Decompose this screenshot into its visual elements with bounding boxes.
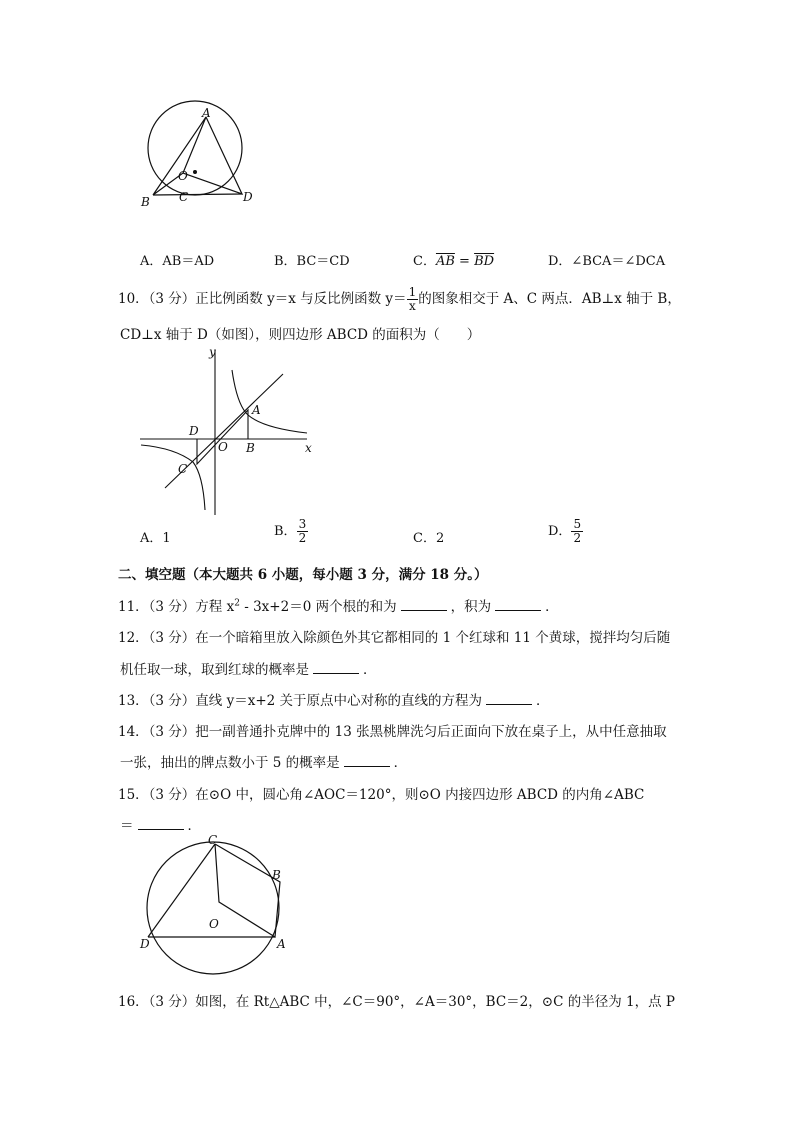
q15-line1: 15．（3 分）在⊙O 中，圆心角∠AOC＝120°，则⊙O 内接四边形 ABCD 的内角∠ABC <box>118 787 645 803</box>
q15-blank <box>138 828 184 830</box>
q15-label-o: O <box>209 917 219 931</box>
q11-blank-sum <box>401 609 447 611</box>
q16-line1: 16．（3 分）如图，在 Rt△ABC 中，∠C＝90°，∠A＝30°，BC＝2，⊙C 的半径为 1，点 P <box>118 994 675 1010</box>
q10-label-y: y <box>209 345 216 359</box>
q10-label-o: O <box>218 440 228 454</box>
q15-circle-figure <box>135 832 305 982</box>
q9-choice-b: B．BC＝CD <box>274 254 350 269</box>
q10-choice-c: C．2 <box>413 531 445 546</box>
q9-choice-a: A．AB＝AD <box>140 254 215 269</box>
q15-label-d: D <box>140 937 150 951</box>
q12-line2: 机任取一球，取到红球的概率是 ． <box>120 662 377 678</box>
q9-circle-figure <box>135 100 265 210</box>
q11-blank-product <box>495 609 541 611</box>
q10-line2: CD⊥x 轴于 D（如图），则四边形 ABCD 的面积为（ ） <box>120 327 481 343</box>
q10-label-x: x <box>305 441 312 455</box>
section-fill-in-title: 二、填空题（本大题共 6 小题，每小题 3 分，满分 18 分。） <box>118 567 488 583</box>
q10-label-d: D <box>189 424 199 438</box>
q9-choice-c: C．$\overline{AB} = \overline{BD}$ <box>413 254 495 269</box>
q9-label-d: D <box>243 190 253 204</box>
q14-line2: 一张，抽出的牌点数小于 5 的概率是 ． <box>120 755 408 771</box>
q15-line2: ＝ ． <box>120 818 201 834</box>
q9-label-c: C <box>179 190 189 204</box>
q10-graph-figure <box>135 340 325 520</box>
q12-blank <box>313 672 359 674</box>
q11: 11．（3 分）方程 $x^2 - 3x+2=0$ 两个根的和为 ，积为 ． <box>118 598 559 615</box>
q10-choice-b: B． $\frac{3}{2}$ <box>274 517 307 545</box>
q15-label-a: A <box>277 937 286 951</box>
q13-blank <box>486 703 532 705</box>
q9-label-b: B <box>141 195 150 209</box>
q14-blank <box>344 765 390 767</box>
q10-label-a: A <box>252 403 261 417</box>
q12-line1: 12．（3 分）在一个暗箱里放入除颜色外其它都相同的 1 个红球和 11 个黄球，搅拌均匀后随 <box>118 630 671 646</box>
q13: 13．（3 分）直线 y＝x+2 关于原点中心对称的直线的方程为 ． <box>118 693 550 709</box>
q10-choice-a: A．1 <box>140 531 171 546</box>
q9-arc-ab: $\overline{AB}$ <box>435 254 455 269</box>
q10-label-c: C <box>178 462 188 476</box>
q9-choice-d: D．∠BCA＝∠DCA <box>548 254 666 269</box>
q14-line1: 14．（3 分）把一副普通扑克牌中的 13 张黑桃牌洗匀后正面向下放在桌子上，从中任意抽取 <box>118 724 667 740</box>
q10-label-b: B <box>246 441 255 455</box>
q9-label-a: A <box>202 106 211 120</box>
q10-choice-d: D． $\frac{5}{2}$ <box>548 517 582 545</box>
q10-line1: 10．（3 分）正比例函数 y＝x 与反比例函数 y＝ $\frac{1}{x}$ 的图象相交于 A、C 两点．AB⊥x 轴于 B， <box>118 285 681 313</box>
q9-label-o: O <box>178 169 188 183</box>
q15-label-b: B <box>272 868 281 882</box>
q9-arc-bd: $\overline{BD}$ <box>474 254 495 269</box>
q15-label-c: C <box>208 833 218 847</box>
